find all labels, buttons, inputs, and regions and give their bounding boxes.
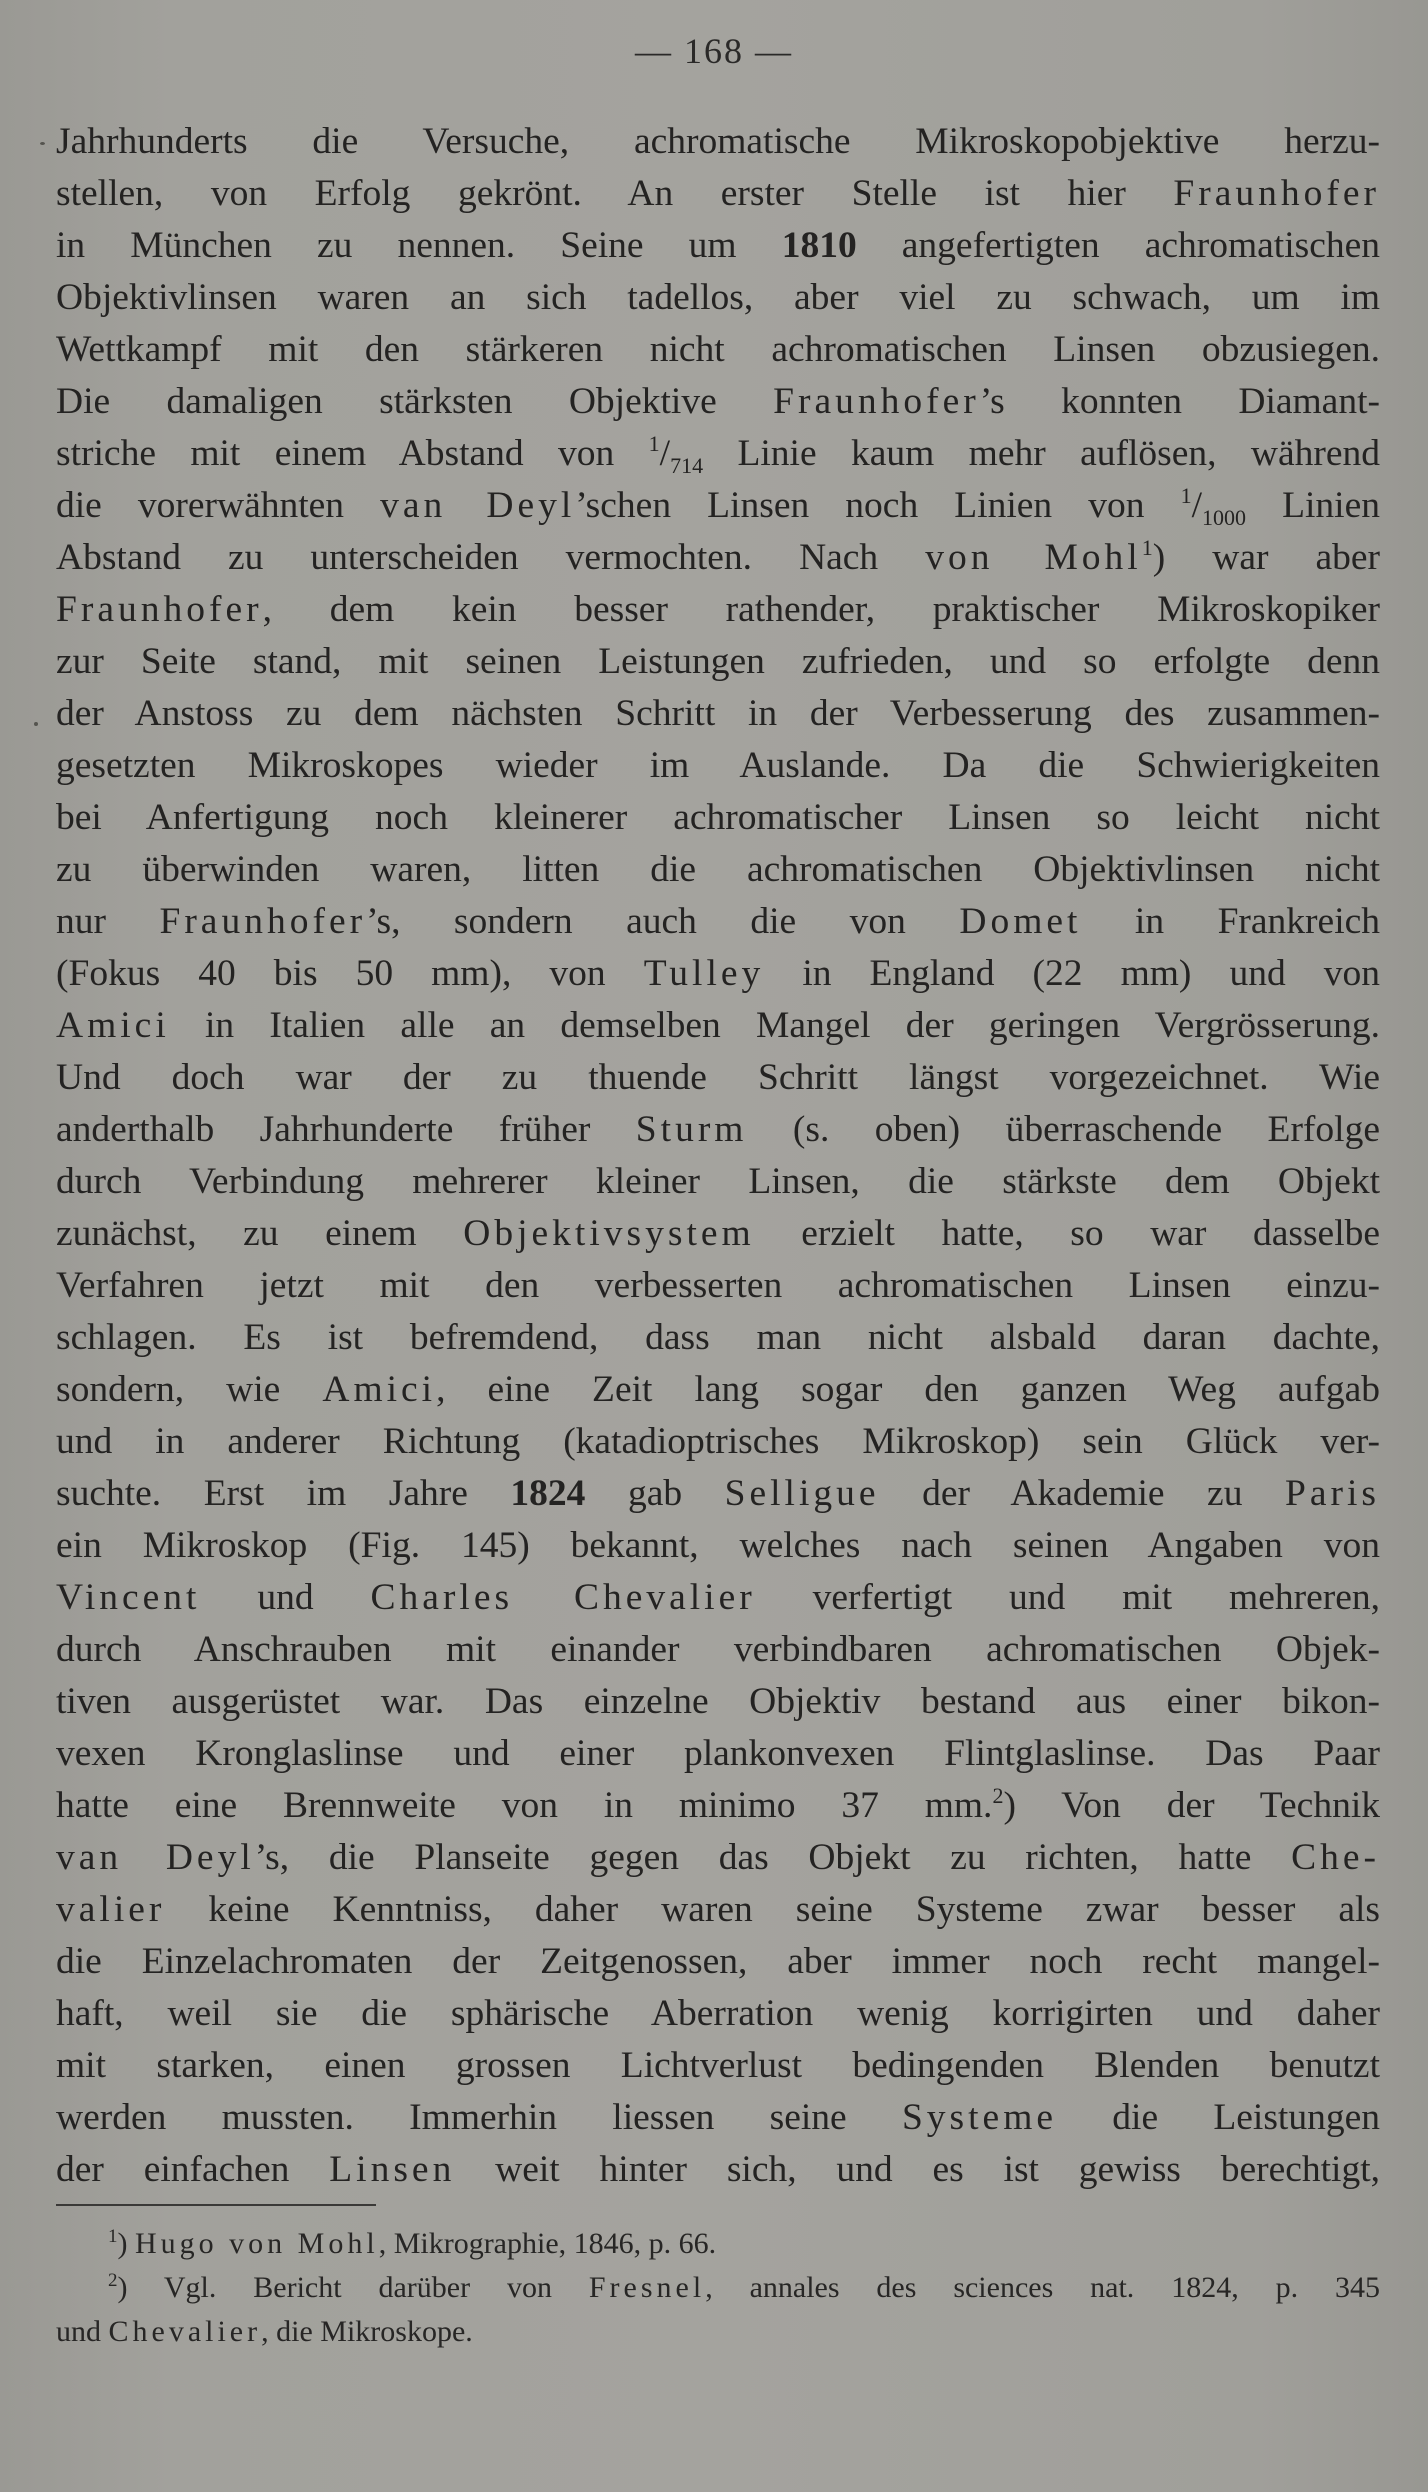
text-line-4: Objektivlinsen waren an sich tadellos, aber viel zu schwach, um im <box>56 277 1380 318</box>
text-line-22: zunächst, zu einem Objektivsystem erzielt hatte, so war dasselbe <box>56 1213 1381 1254</box>
fraction-numerator: 1 <box>1180 483 1192 508</box>
footnotes <box>56 2222 1380 2354</box>
term-linsen: Linsen <box>329 2149 456 2190</box>
footnote-author: Fresnel <box>588 2271 706 2304</box>
text-line-21: durch Verbindung mehrerer kleiner Linsen, die stärkste dem Objekt <box>56 1161 1380 1202</box>
place-paris: Paris <box>1285 1473 1380 1514</box>
text-line-1: Jahrhunderts die Versuche, achromatische Mikroskopobjektive herzu- <box>56 121 1380 162</box>
text-line-12: der Anstoss zu dem nächsten Schritt in der Verbesserung des zusammen- <box>56 693 1380 734</box>
term-objektivsystem: Objektivsystem <box>463 1213 755 1254</box>
print-speck <box>40 142 45 145</box>
name-van-deyl: van Deyl <box>380 485 576 526</box>
text-line-31: tiven ausgerüstet war. Das einzelne Objektiv bestand aus einer bikon- <box>56 1681 1380 1722</box>
footnote-ref-1: 1 <box>1141 535 1153 560</box>
text-line-19: Und doch war der zu thuende Schritt längst vorgezeichnet. Wie <box>56 1057 1380 1098</box>
text-line-18: Amici in Italien alle an demselben Mangel der geringen Vergrösserung. <box>56 1005 1380 1046</box>
footnote-author: Hugo von Mohl <box>135 2227 379 2260</box>
name-fraunhofer: Fraunhofer <box>1173 173 1380 214</box>
name-von-mohl: von Mohl <box>925 537 1142 578</box>
text-line-14: bei Anfertigung noch kleinerer achromatischer Linsen so leicht nicht <box>56 797 1380 838</box>
footnote-2: $^2$) Vgl. Bericht darüber von Fresnel, annales des sciences nat. 1824, p. 345 <box>108 2270 1380 2304</box>
text-line-39: werden mussten. Immerhin liessen seine Systeme die Leistungen <box>56 2097 1380 2138</box>
fraction-numerator: 1 <box>648 431 660 456</box>
text-line-32: vexen Kronglaslinse und einer plankonvexen Flintglaslinse. Das Paar <box>56 1733 1380 1774</box>
text-line-26: und in anderer Richtung (katadioptrisches Mikroskop) sein Glück ver- <box>56 1421 1380 1462</box>
text-line-29: Vincent und Charles Chevalier verfertigt und mit mehreren, <box>56 1577 1380 1618</box>
name-selligue: Selligue <box>724 1473 880 1514</box>
term-systeme: Systeme <box>901 2097 1058 2138</box>
name-tulley: Tulley <box>643 953 765 994</box>
text-line-10: Fraunhofer, dem kein besser rathender, praktischer Mikroskopiker <box>56 589 1380 630</box>
year-1810: 1810 <box>781 225 857 266</box>
body-text <box>56 116 1380 2196</box>
text-line-6: Die damaligen stärksten Objektive Fraunhofer’s konnten Diamant- <box>56 381 1380 422</box>
text-line-23: Verfahren jetzt mit den verbesserten achromatischen Linsen einzu- <box>56 1265 1380 1306</box>
name-fraunhofer: Fraunhofer <box>159 901 367 942</box>
footnote-author: Chevalier <box>108 2315 262 2348</box>
name-fraunhofer: Fraunhofer <box>773 381 980 422</box>
footnote-2-continued: und Chevalier, die Mikroskope. <box>56 2315 473 2348</box>
text-line-28: ein Mikroskop (Fig. 145) bekannt, welches nach seinen Angaben von <box>56 1525 1380 1566</box>
fraction-denominator: 1000 <box>1202 505 1247 530</box>
text-line-17: (Fokus 40 bis 50 mm), von Tulley in England (22 mm) und von <box>56 953 1380 994</box>
text-line-13: gesetzten Mikroskopes wieder im Auslande. Da die Schwierigkeiten <box>56 745 1380 786</box>
text-line-34: van Deyl’s, die Planseite gegen das Objekt zu richten, hatte Che- <box>56 1837 1380 1878</box>
text-line-24: schlagen. Es ist befremdend, dass man nicht alsbald daran dachte, <box>56 1317 1380 1358</box>
footnote-divider <box>56 2204 376 2206</box>
text-line-7: striche mit einem Abstand von $^1/_{714}$ Linie kaum mehr auflösen, während <box>56 431 1380 478</box>
name-chevalier: valier <box>56 1889 166 1930</box>
text-line-11: zur Seite stand, mit seinen Leistungen zufrieden, und so erfolgte denn <box>56 641 1380 682</box>
text-line-33: hatte eine Brennweite von in minimo 37 mm.$^2$) Von der Technik <box>56 1783 1380 1826</box>
text-line-15: zu überwinden waren, litten die achromatischen Objektivlinsen nicht <box>56 849 1380 890</box>
text-line-36: die Einzelachromaten der Zeitgenossen, aber immer noch recht mangel- <box>56 1941 1380 1982</box>
text-line-3: in München zu nennen. Seine um 1810 angefertigten achromatischen <box>56 225 1381 266</box>
footnote-ref-2: 2 <box>992 1783 1004 1808</box>
text-line-35: valier keine Kenntniss, daher waren seine Systeme zwar besser als <box>56 1889 1380 1930</box>
text-line-20: anderthalb Jahrhunderte früher Sturm (s. oben) überraschende Erfolge <box>56 1109 1380 1150</box>
name-charles-chevalier: Charles Chevalier <box>370 1577 756 1618</box>
text-line-25: sondern, wie Amici, eine Zeit lang sogar den ganzen Weg aufgab <box>56 1369 1380 1410</box>
print-speck <box>34 722 38 726</box>
name-chevalier: Che- <box>1291 1837 1380 1878</box>
name-amici: Amici <box>56 1005 170 1046</box>
name-domet: Domet <box>959 901 1082 942</box>
text-line-37: haft, weil sie die sphärische Aberration wenig korrigirten und daher <box>56 1993 1380 2034</box>
year-1824: 1824 <box>510 1473 586 1514</box>
text-line-16: nur Fraunhofer’s, sondern auch die von Domet in Frankreich <box>56 901 1381 942</box>
text-line-9: Abstand zu unterscheiden vermochten. Nach von Mohl$^1$) war aber <box>56 535 1380 578</box>
name-sturm: Sturm <box>635 1109 748 1150</box>
name-vincent: Vincent <box>56 1577 201 1618</box>
page-number: — 168 — <box>635 31 793 71</box>
footnote-1: $^1$) Hugo von Mohl, Mikrographie, 1846, p. 66. <box>108 2226 717 2260</box>
text-line-8: die vorerwähnten van Deyl’schen Linsen noch Linien von $^1/_{1000}$ Linien <box>56 483 1380 530</box>
text-line-40: der einfachen Linsen weit hinter sich, und es ist gewiss berechtigt, <box>56 2149 1380 2190</box>
text-line-38: mit starken, einen grossen Lichtverlust bedingenden Blenden benutzt <box>56 2045 1380 2086</box>
name-fraunhofer: Fraunhofer <box>56 589 263 630</box>
name-amici: Amici <box>322 1369 437 1410</box>
name-van-deyl: van Deyl <box>56 1837 255 1878</box>
text-line-27: suchte. Erst im Jahre 1824 gab Selligue der Akademie zu Paris <box>56 1473 1380 1514</box>
text-line-30: durch Anschrauben mit einander verbindbaren achromatischen Objek- <box>56 1629 1380 1670</box>
text-line-2: stellen, von Erfolg gekrönt. An erster Stelle ist hier Fraunhofer <box>56 173 1380 214</box>
text-line-5: Wettkampf mit den stärkeren nicht achromatischen Linsen obzusiegen. <box>56 329 1380 370</box>
fraction-denominator: 714 <box>670 453 704 478</box>
